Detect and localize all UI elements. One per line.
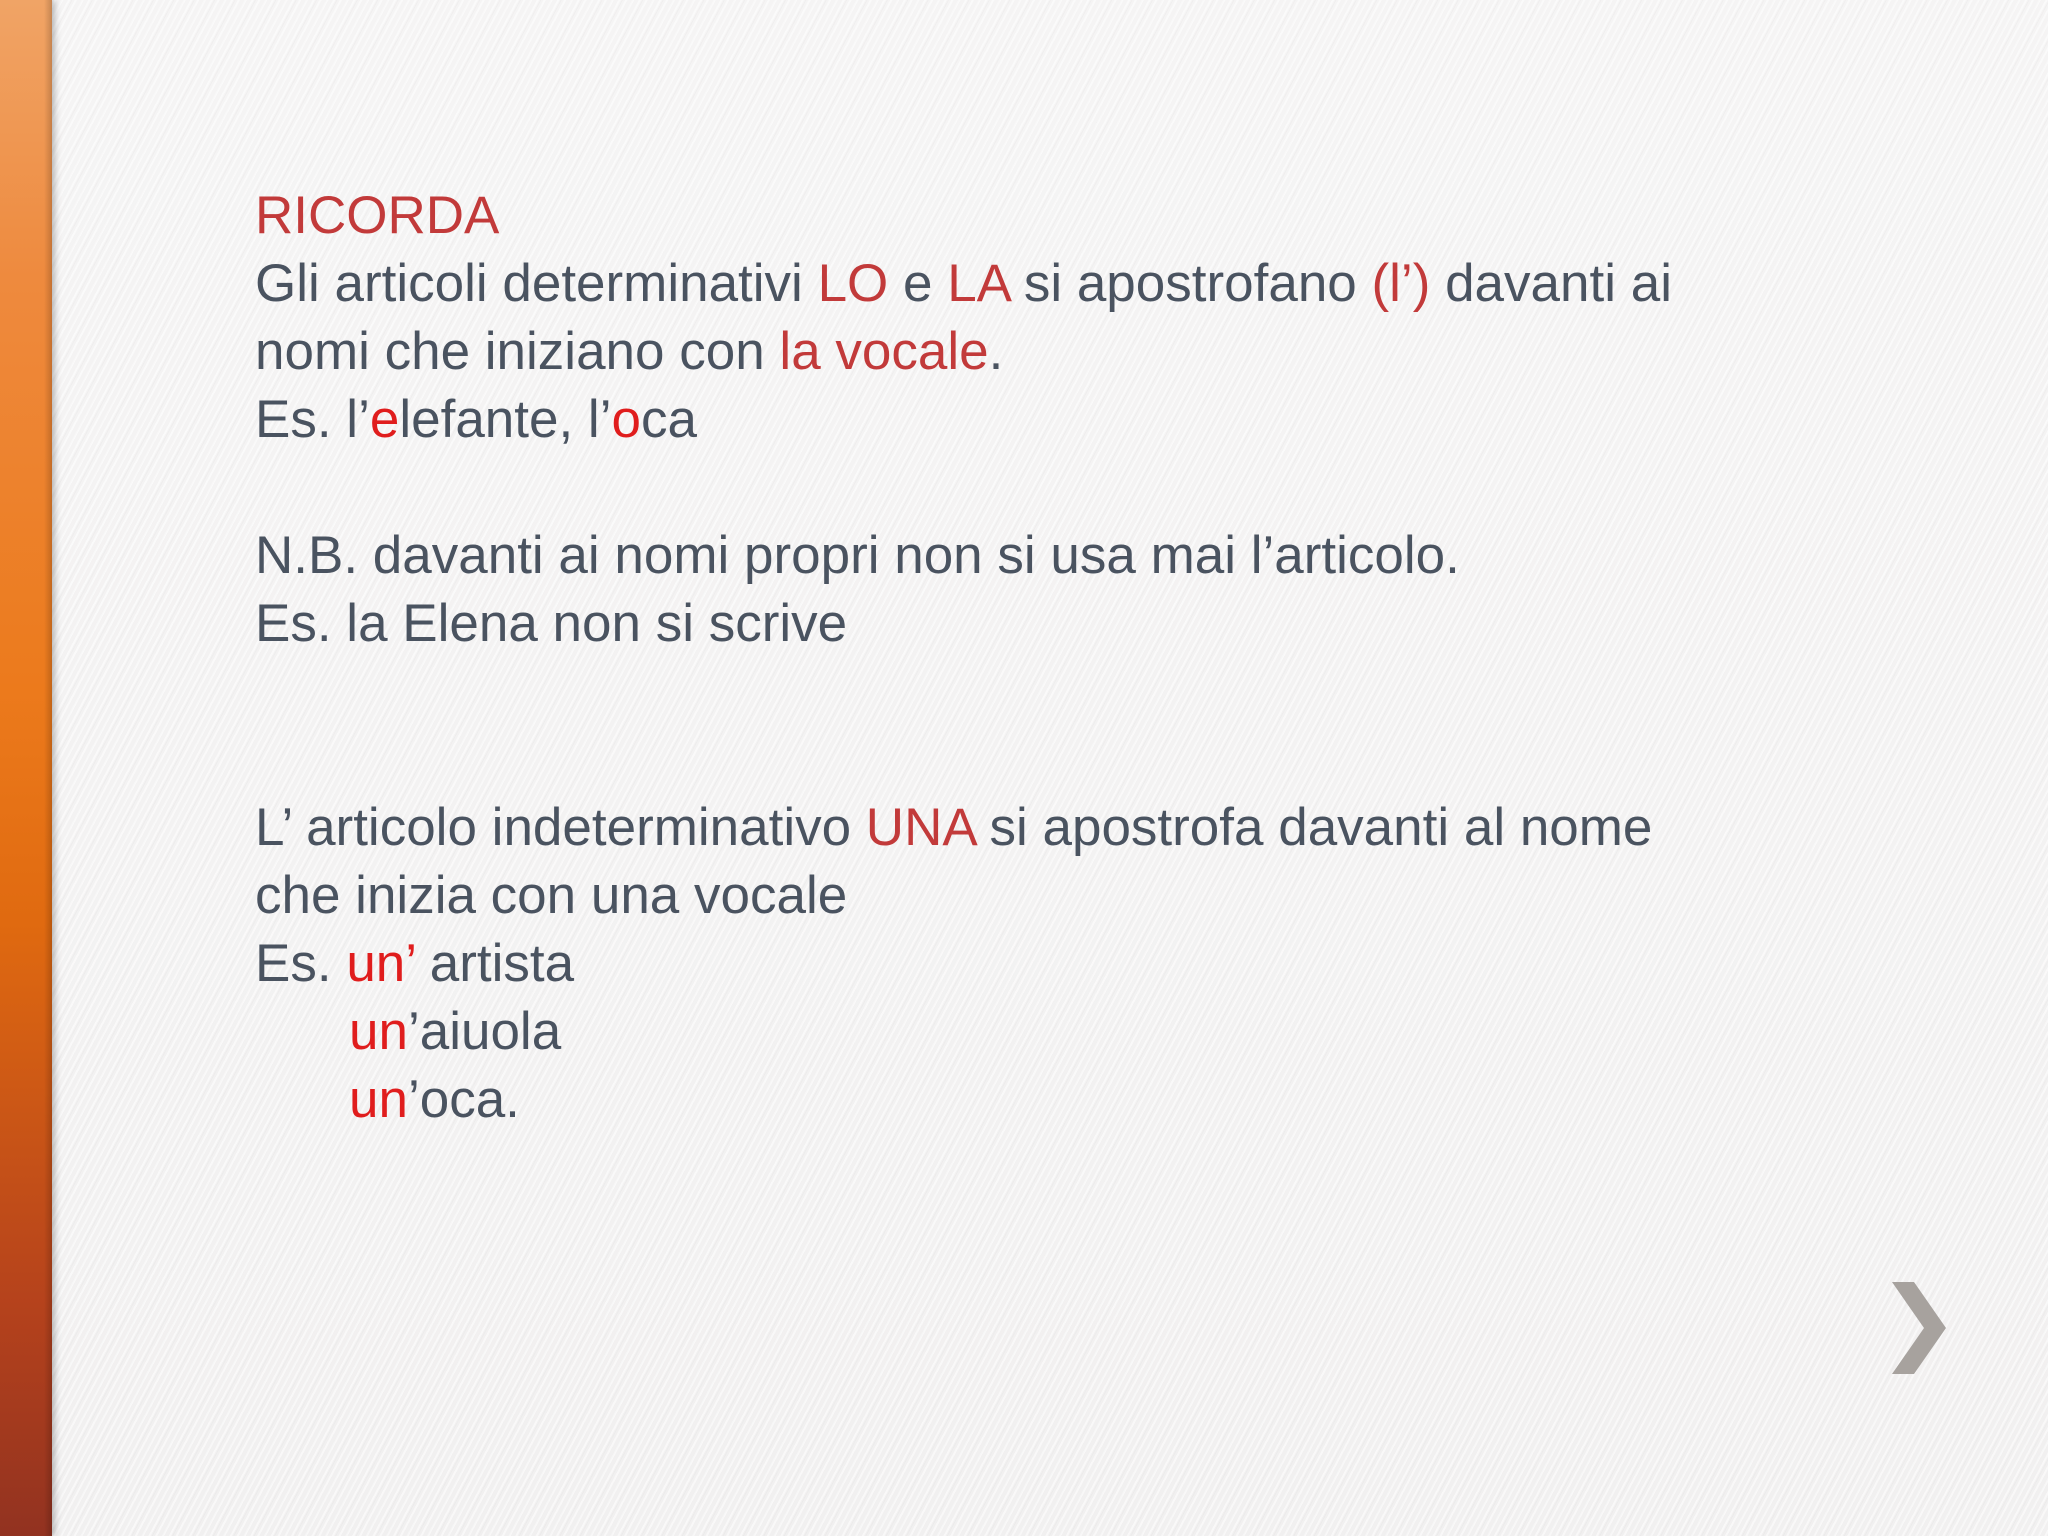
un-apostrophe: un’ (346, 934, 416, 993)
vocale-highlight: la vocale (779, 322, 989, 381)
rule-line-1 (255, 250, 1855, 318)
un-highlight: un (349, 1070, 408, 1129)
text-segment: nomi che iniziano con (255, 322, 780, 381)
example-line-1 (255, 386, 1855, 454)
text-segment: ’oca. (407, 1070, 520, 1129)
nb-note: N.B. davanti ai nomi propri non si usa mai l’articolo. (255, 526, 1460, 585)
spacer (255, 658, 1855, 794)
un-highlight: un (349, 1002, 408, 1061)
nb-example: Es. la Elena non si scrive (255, 594, 848, 653)
text-segment: ca (640, 390, 697, 449)
spacer (255, 454, 1855, 522)
text-segment: si apostrofa davanti al nome (974, 798, 1653, 857)
next-slide-button[interactable] (1888, 1278, 1948, 1378)
text-segment: davanti ai (1430, 254, 1672, 313)
text-segment: e (888, 254, 948, 313)
text-segment: artista (415, 934, 575, 993)
side-bar-decoration (0, 0, 52, 1536)
text-segment: lefante, l’ (399, 390, 612, 449)
text-segment: ’aiuola (407, 1002, 562, 1061)
article-una: UNA (865, 798, 975, 857)
chevron-right-icon (1888, 1278, 1948, 1378)
example-un-artista (255, 930, 1855, 998)
example-un-oca (255, 1066, 1855, 1134)
text-segment: Es. (255, 934, 347, 993)
text-segment: si apostrofano (1009, 254, 1372, 313)
text-segment: . (988, 322, 1004, 381)
example-un-aiuola (255, 998, 1855, 1066)
article-lo: LO (817, 254, 889, 313)
apostrophe-form: (l’) (1371, 254, 1431, 313)
ricorda-heading: RICORDA (255, 186, 500, 245)
vowel-e: e (369, 390, 400, 449)
vowel-o: o (611, 390, 641, 449)
text-segment: Gli articoli determinativi (255, 254, 818, 313)
rule-line-4: che inizia con una vocale (255, 866, 848, 925)
text-segment: Es. l’ (255, 390, 370, 449)
rule-line-3 (255, 794, 1855, 862)
rule-line-2 (255, 318, 1855, 386)
slide-content (255, 182, 1855, 1134)
article-la: LA (947, 254, 1010, 313)
text-segment: L’ articolo indeterminativo (255, 798, 866, 857)
